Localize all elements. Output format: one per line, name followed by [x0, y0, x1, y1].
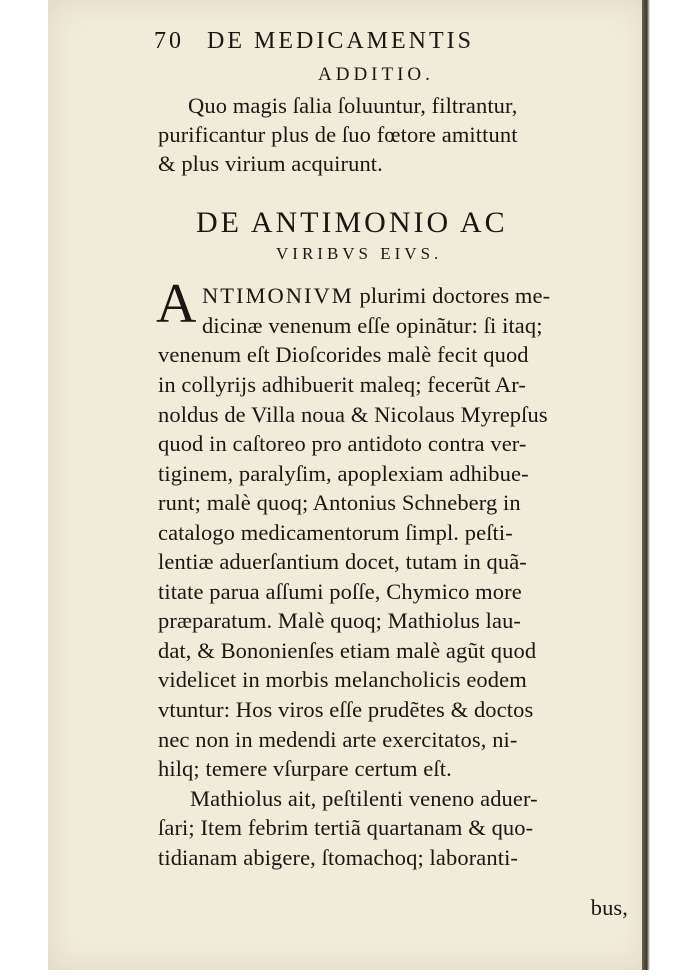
body-line-6: quod in caſtoreo pro antidoto contra ver-: [158, 431, 527, 456]
body-line-14: videlicet in morbis melancholicis eodem: [158, 667, 527, 692]
body-line-3: venenum eſt Dioſcorides malè fecit quod: [158, 342, 529, 367]
drop-cap: A: [156, 273, 197, 335]
body-line-16: nec non in medendi arte exercitatos, ni-: [158, 727, 518, 752]
body-line-19: ſari; Item febrim tertiã quartanam & quo-: [158, 815, 534, 840]
body-line-2: dicinæ venenum eſſe opinãtur: ſi itaq;: [202, 313, 543, 338]
running-head: [154, 28, 574, 55]
page-number: 70: [154, 28, 184, 54]
body-line-15: vtuntur: Hos viros eſſe prudẽtes & doctos: [158, 697, 534, 722]
catchword: bus,: [590, 895, 628, 920]
additio-line-3: & plus virium acquirunt.: [158, 151, 383, 176]
body-line-13: dat, & Bononienſes etiam malè agũt quod: [158, 638, 537, 663]
body-line-8: runt; malè quoq; Antonius Schneberg in: [158, 490, 521, 515]
body-line-1: [202, 283, 690, 309]
additio-line-1: Quo magis ſalia ſoluuntur, filtrantur,: [188, 93, 518, 118]
section-title: DE ANTIMONIO AC: [196, 206, 508, 239]
body-line-11: titate parua aſſumi poſſe, Chymico more: [158, 579, 522, 604]
body-line-18: Mathiolus ait, peſtilenti veneno aduer-: [190, 786, 538, 811]
additio-heading: ADDITIO.: [318, 64, 434, 85]
section-subtitle: VIRIBVS EIVS.: [276, 244, 443, 263]
additio-line-2: purificantur plus de ſuo fœtore amittunt: [158, 122, 518, 147]
body-line-4: in collyrijs adhibuerit maleq; fecerũt Ar-: [158, 372, 527, 397]
body-line-5: noldus de Villa noua & Nicolaus Myrepſus: [158, 402, 548, 427]
body-line-17: hilq; temere vſurpare certum eſt.: [158, 756, 452, 781]
body-line-7: tiginem, paralyſim, apoplexiam adhibue-: [158, 461, 529, 486]
first-word: NTIMONIVM: [202, 283, 354, 308]
body-line-9: catalogo medicamentorum ſimpl. peſti-: [158, 520, 513, 545]
body-line-20: tidianam abigere, ſtomachoq; laboranti-: [158, 845, 519, 870]
running-title: DE MEDICAMENTIS: [207, 28, 474, 54]
first-line-rest: plurimi doctores me-: [353, 283, 551, 308]
body-line-10: lentiæ aduerſantium docet, tutam in quã-: [158, 549, 527, 574]
body-line-12: præparatum. Malè quoq; Mathiolus lau-: [158, 608, 522, 633]
